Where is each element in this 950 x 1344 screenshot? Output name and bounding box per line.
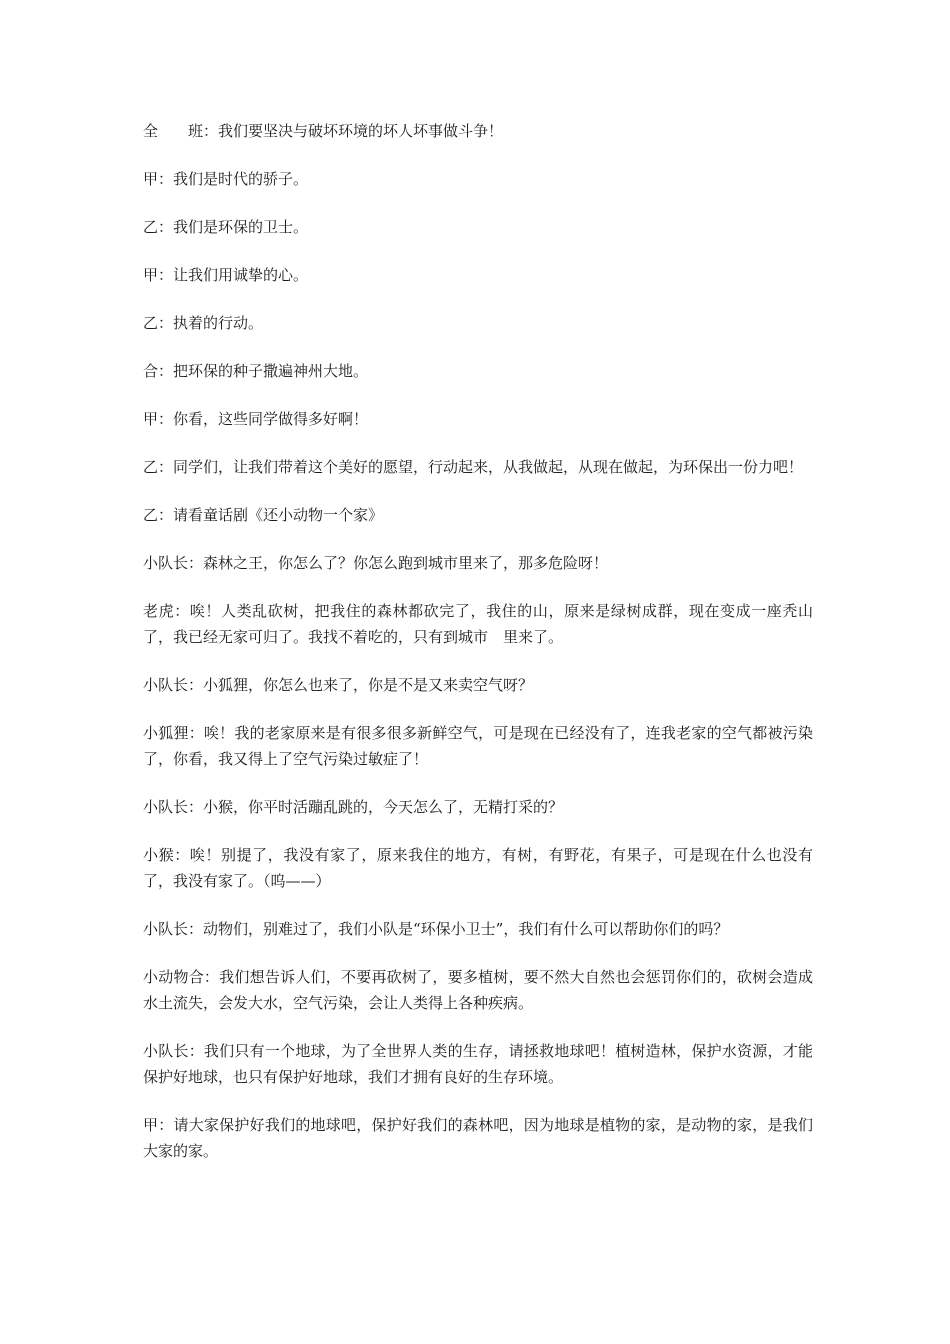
document-body bbox=[143, 118, 813, 1186]
paragraph-18: 小队长：我们只有一个地球，为了全世界人类的生存，请拯救地球吧！植树造林，保护水资源，才能保护好地球，也只有保护好地球，我们才拥有良好的生存环境。 bbox=[143, 1042, 813, 1086]
paragraph-16: 小队长：动物们，别难过了，我们小队是“环保小卫士”，我们有什么可以帮助你们的吗？ bbox=[143, 920, 729, 938]
paragraph-19: 甲：请大家保护好我们的地球吧，保护好我们的森林吧，因为地球是植物的家，是动物的家，是我们大家的家。 bbox=[143, 1116, 813, 1160]
paragraph-2: 甲：我们是时代的骄子。 bbox=[143, 170, 309, 188]
paragraph-5: 乙：执着的行动。 bbox=[143, 314, 264, 332]
paragraph-3: 乙：我们是环保的卫士。 bbox=[143, 218, 309, 236]
paragraph-15: 小猴：唉！别提了，我没有家了，原来我住的地方，有树，有野花，有果子，可是现在什么也没有了，我没有家了。（呜——） bbox=[143, 846, 813, 890]
paragraph-9: 乙：请看童话剧《还小动物一个家》 bbox=[143, 506, 384, 524]
paragraph-7: 甲：你看，这些同学做得多好啊！ bbox=[143, 410, 369, 428]
paragraph-13: 小狐狸：唉！我的老家原来是有很多很多新鲜空气，可是现在已经没有了，连我老家的空气都被污染了，你看，我又得上了空气污染过敏症了！ bbox=[143, 724, 813, 768]
paragraph-17: 小动物合：我们想告诉人们，不要再砍树了，要多植树，要不然大自然也会惩罚你们的，砍树会造成水土流失，会发大水，空气污染，会让人类得上各种疾病。 bbox=[143, 968, 813, 1012]
paragraph-14: 小队长：小猴，你平时活蹦乱跳的，今天怎么了，无精打采的？ bbox=[143, 798, 564, 816]
paragraph-10: 小队长：森林之王，你怎么了？你怎么跑到城市里来了，那多危险呀！ bbox=[143, 554, 609, 572]
paragraph-12: 小队长：小狐狸，你怎么也来了，你是不是又来卖空气呀？ bbox=[143, 676, 534, 694]
paragraph-8: 乙：同学们，让我们带着这个美好的愿望，行动起来，从我做起，从现在做起，为环保出一份力吧！ bbox=[143, 458, 804, 476]
paragraph-4: 甲：让我们用诚挚的心。 bbox=[143, 266, 309, 284]
paragraph-6: 合：把环保的种子撒遍神州大地。 bbox=[143, 362, 369, 380]
paragraph-11: 老虎：唉！人类乱砍树，把我住的森林都砍完了，我住的山，原来是绿树成群，现在变成一座秃山了，我已经无家可归了。我找不着吃的，只有到城市 里来了。 bbox=[143, 602, 813, 646]
paragraph-1: 全 班：我们要坚决与破坏环境的坏人坏事做斗争！ bbox=[143, 122, 504, 140]
